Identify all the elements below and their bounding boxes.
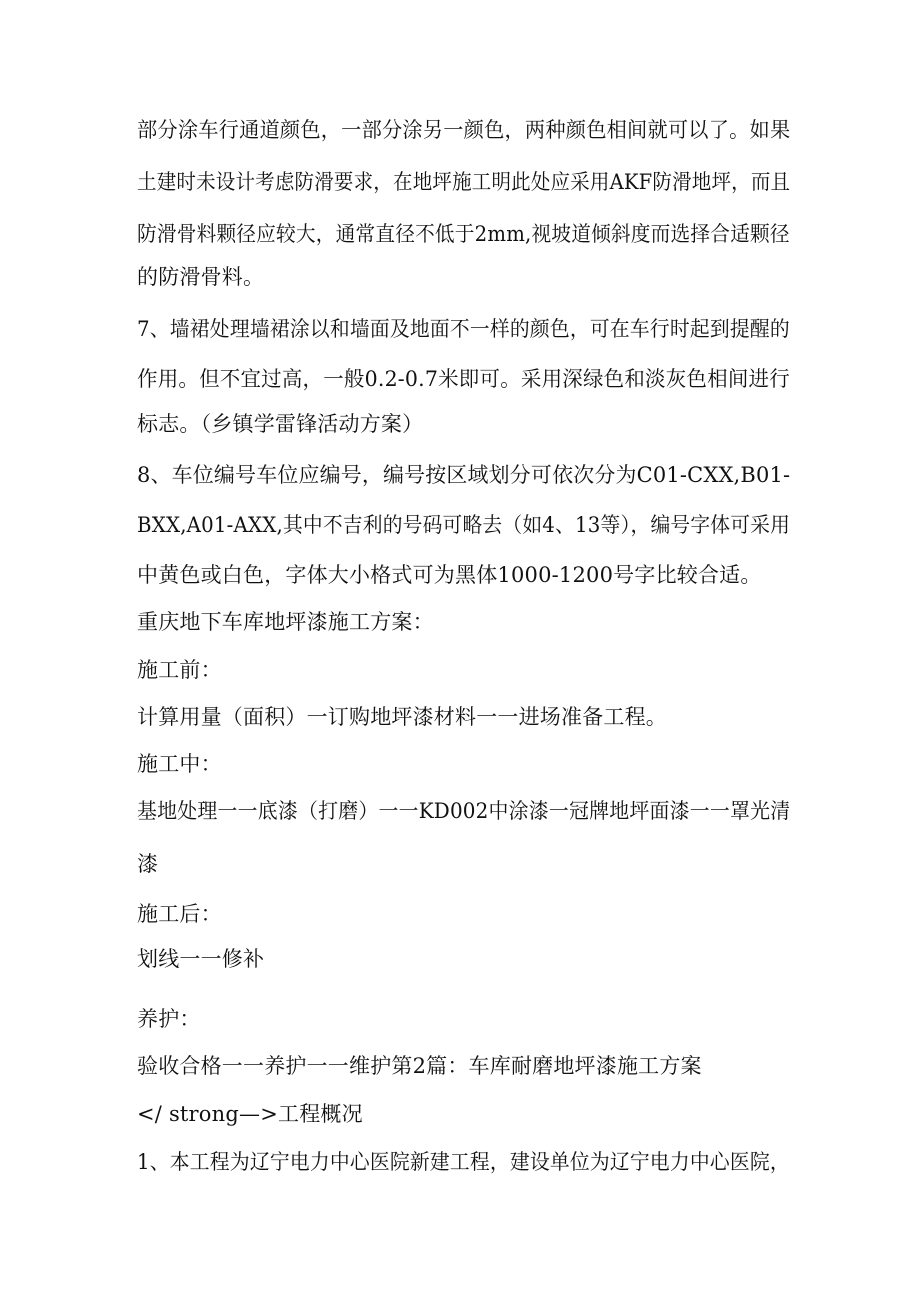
text-line: 计算用量（面积）一订购地坪漆材料一一进场准备工程。 [137, 705, 667, 729]
text-line: 基地处理一一底漆（打磨）一一KD002中涂漆一冠牌地坪面漆一一罩光清 [137, 799, 791, 823]
text-line: 划线一一修补 [137, 947, 265, 971]
text-line: 养护： [137, 1007, 201, 1031]
text-line: 验收合格一一养护一一维护第2篇：车库耐磨地坪漆施工方案 [137, 1054, 702, 1078]
text-line: 1、本工程为辽宁电力中心医院新建工程，建设单位为辽宁电力中心医院， [137, 1150, 790, 1174]
text-line: 漆 [137, 852, 159, 876]
text-line: 作用。但不宜过高，一般0.2-0.7米即可。采用深绿色和淡灰色相间进行 [137, 367, 790, 391]
text-line: 施工前： [137, 658, 222, 682]
text-line: 土建时未设计考虑防滑要求，在地坪施工明此处应采用AKF防滑地坪，而且 [137, 170, 791, 194]
text-line: 防滑骨料颗径应较大，通常直径不低于2mm,视坡道倾斜度而选择合适颗径 [137, 222, 790, 246]
text-line: 重庆地下车库地坪漆施工方案： [137, 610, 434, 634]
text-line: 施工中： [137, 752, 222, 776]
text-line: 标志。（乡镇学雷锋活动方案） [137, 412, 424, 436]
text-line: </ strong—>工程概况 [137, 1102, 363, 1126]
text-line: 的防滑骨料。 [137, 265, 265, 289]
text-line: BXX,A01-AXX,其中不吉利的号码可略去（如4、13等），编号字体可采用 [137, 513, 791, 537]
text-line: 部分涂车行通道颜色，一部分涂另一颜色，两种颜色相间就可以了。如果 [137, 118, 791, 142]
text-line: 7、墙裙处理墙裙涂以和墙面及地面不一样的颜色，可在车行时起到提醒的 [137, 317, 790, 341]
text-line: 中黄色或白色，字体大小格式可为黑体1000-1200号字比较合适。 [137, 563, 762, 587]
text-line: 施工后： [137, 902, 222, 926]
text-line: 8、车位编号车位应编号，编号按区域划分可依次分为C01-CXX,B01- [137, 463, 791, 487]
